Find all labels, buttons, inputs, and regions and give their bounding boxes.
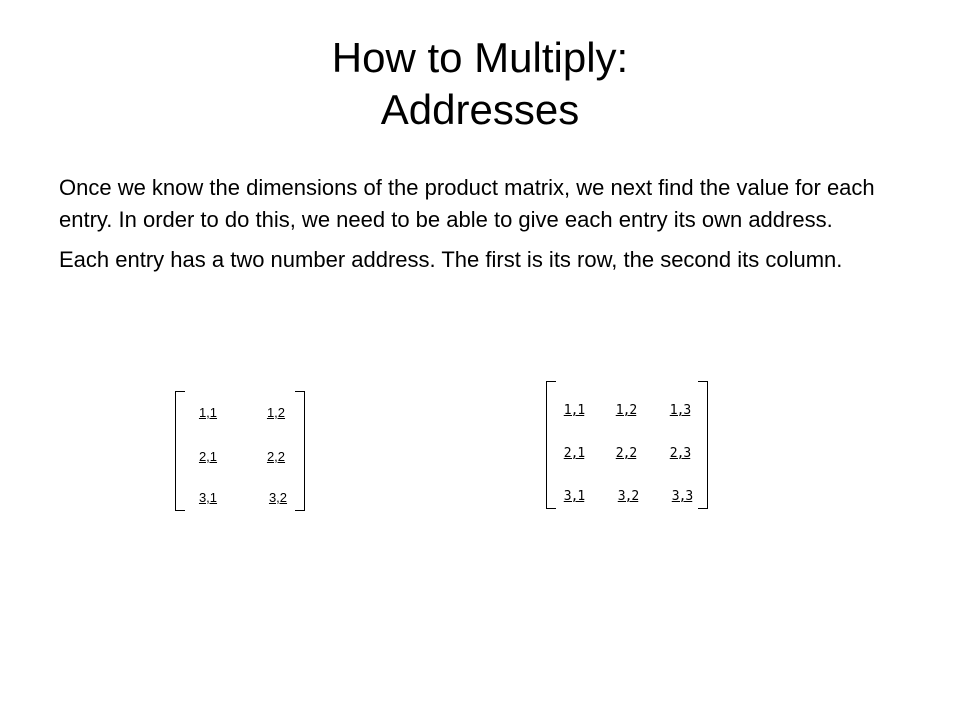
matrix-cell: 1,1 <box>563 403 585 418</box>
right-bracket <box>698 381 708 509</box>
paragraph-1: Once we know the dimensions of the product matrix, we next find the value for each entry. In order to do this, we need to be able to give each entry its own address. <box>59 175 875 232</box>
matrix-cell: 2,1 <box>198 449 218 464</box>
matrix-cell: 1,2 <box>266 405 286 420</box>
matrix-cell: 2,2 <box>615 446 637 461</box>
matrix-cell: 3,2 <box>268 490 288 505</box>
matrix-3x2 <box>175 391 305 511</box>
matrix-cell: 3,2 <box>617 489 639 504</box>
title-line-1: How to Multiply: <box>331 34 629 81</box>
matrix-cell: 3,1 <box>198 490 218 505</box>
left-bracket <box>175 391 185 511</box>
slide-body <box>59 172 899 284</box>
matrix-cell: 1,2 <box>615 403 637 418</box>
right-bracket <box>295 391 305 511</box>
paragraph-2: Each entry has a two number address. The first is its row, the second its column. <box>59 247 843 272</box>
matrix-3x3 <box>546 381 708 509</box>
matrix-cell: 2,2 <box>266 449 286 464</box>
matrix-cell: 2,1 <box>563 446 585 461</box>
matrix-cell: 2,3 <box>669 446 691 461</box>
left-bracket <box>546 381 556 509</box>
matrix-cell: 1,1 <box>198 405 218 420</box>
title-line-2: Addresses <box>380 86 580 133</box>
matrix-cell: 3,1 <box>563 489 585 504</box>
matrix-cell: 1,3 <box>669 403 691 418</box>
slide-title <box>0 32 960 136</box>
matrix-cell: 3,3 <box>671 489 693 504</box>
